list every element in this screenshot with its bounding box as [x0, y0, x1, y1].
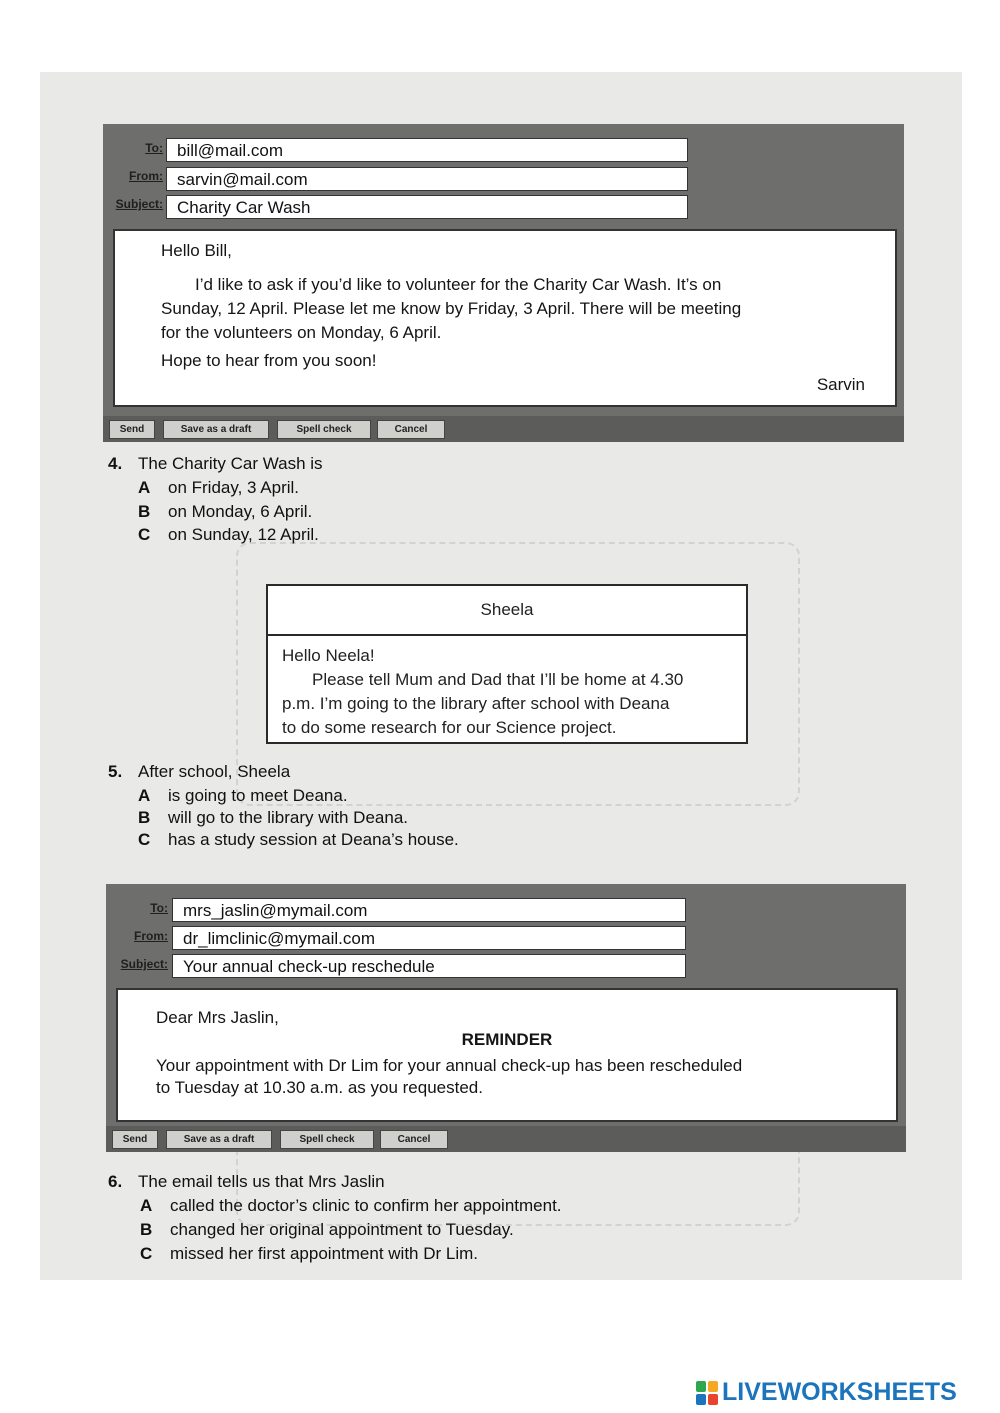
note-line: p.m. I’m going to the library after school with Deana	[282, 694, 670, 713]
cancel-button[interactable]: Cancel	[377, 420, 445, 439]
email-toolbar	[106, 1126, 906, 1152]
email-window-1	[103, 124, 904, 442]
liveworksheets-logo[interactable]	[696, 1378, 957, 1407]
option-letter: C	[140, 1244, 153, 1263]
to-field[interactable]: mrs_jaslin@mymail.com	[172, 898, 686, 922]
from-field[interactable]: sarvin@mail.com	[166, 167, 688, 191]
note-line: to do some research for our Science project.	[282, 718, 617, 737]
question-4	[108, 454, 323, 474]
to-label: To:	[150, 901, 168, 915]
option-letter: C	[138, 830, 151, 849]
question-5	[108, 762, 290, 782]
email-closing: Hope to hear from you soon!	[161, 351, 377, 370]
send-button[interactable]: Send	[112, 1130, 158, 1149]
question-stem: The email tells us that Mrs Jaslin	[138, 1172, 385, 1191]
email-body-2[interactable]	[116, 988, 898, 1122]
email-greeting: Dear Mrs Jaslin,	[156, 1008, 279, 1027]
question-6	[108, 1172, 385, 1192]
option-letter: A	[140, 1196, 153, 1215]
send-button[interactable]: Send	[109, 420, 155, 439]
email-body-line: I’d like to ask if you’d like to volunteer for the Charity Car Wash. It’s on	[195, 275, 722, 294]
spell-check-button[interactable]: Spell check	[277, 420, 371, 439]
subject-label: Subject:	[120, 957, 168, 971]
email-toolbar	[103, 416, 904, 442]
option-text: on Monday, 6 April.	[168, 502, 313, 521]
option-text: has a study session at Deana’s house.	[168, 830, 459, 849]
option-b[interactable]	[138, 502, 312, 522]
email-window-2	[106, 884, 906, 1152]
note-title: Sheela	[268, 586, 746, 636]
option-a[interactable]	[138, 478, 299, 498]
note-greeting: Hello Neela!	[282, 646, 375, 665]
option-text: on Friday, 3 April.	[168, 478, 300, 497]
option-letter: A	[138, 786, 151, 805]
email-body-line: to Tuesday at 10.30 a.m. as you requested.	[156, 1078, 483, 1097]
logo-icon	[696, 1381, 718, 1405]
question-number: 6.	[108, 1172, 123, 1191]
email-body-line: for the volunteers on Monday, 6 April.	[161, 323, 442, 342]
subject-field[interactable]: Your annual check-up reschedule	[172, 954, 686, 978]
email-body-line: Sunday, 12 April. Please let me know by Friday, 3 April. There will be meeting	[161, 299, 742, 318]
question-stem: After school, Sheela	[138, 762, 291, 781]
option-b[interactable]	[138, 808, 408, 828]
logo-wordmark: LIVEWORKSHEETS	[722, 1378, 957, 1406]
option-letter: C	[138, 525, 151, 544]
subject-label: Subject:	[115, 197, 163, 211]
option-letter: B	[140, 1220, 153, 1239]
option-c[interactable]	[138, 830, 459, 850]
option-a[interactable]	[138, 786, 348, 806]
option-letter: B	[138, 808, 151, 827]
question-number: 5.	[108, 762, 123, 781]
option-c[interactable]	[138, 525, 319, 545]
option-text: called the doctor’s clinic to confirm her appointment.	[170, 1196, 562, 1215]
option-b[interactable]	[140, 1220, 514, 1240]
option-text: is going to meet Deana.	[168, 786, 348, 805]
question-stem: The Charity Car Wash is	[138, 454, 323, 473]
email-body-1[interactable]	[113, 229, 897, 407]
option-letter: B	[138, 502, 151, 521]
note-line: Please tell Mum and Dad that I’ll be home at 4.30	[312, 670, 684, 689]
reminder-heading: REMINDER	[461, 1030, 553, 1049]
cancel-button[interactable]: Cancel	[380, 1130, 448, 1149]
note-card	[266, 584, 748, 744]
option-text: will go to the library with Deana.	[168, 808, 409, 827]
email-body-line: Your appointment with Dr Lim for your annual check-up has been rescheduled	[156, 1056, 743, 1075]
option-a[interactable]	[140, 1196, 562, 1216]
option-text: on Sunday, 12 April.	[168, 525, 319, 544]
from-label: From:	[134, 929, 168, 943]
question-number: 4.	[108, 454, 123, 473]
email-signature: Sarvin	[816, 375, 865, 394]
from-field[interactable]: dr_limclinic@mymail.com	[172, 926, 686, 950]
note-body	[268, 636, 746, 748]
option-letter: A	[138, 478, 151, 497]
save-draft-button[interactable]: Save as a draft	[163, 420, 269, 439]
to-field[interactable]: bill@mail.com	[166, 138, 688, 162]
save-draft-button[interactable]: Save as a draft	[166, 1130, 272, 1149]
email-greeting: Hello Bill,	[161, 241, 232, 260]
subject-field[interactable]: Charity Car Wash	[166, 195, 688, 219]
option-c[interactable]	[140, 1244, 478, 1264]
spell-check-button[interactable]: Spell check	[280, 1130, 374, 1149]
option-text: missed her first appointment with Dr Lim.	[170, 1244, 478, 1263]
to-label: To:	[145, 141, 163, 155]
from-label: From:	[129, 169, 163, 183]
option-text: changed her original appointment to Tuesday.	[170, 1220, 514, 1239]
